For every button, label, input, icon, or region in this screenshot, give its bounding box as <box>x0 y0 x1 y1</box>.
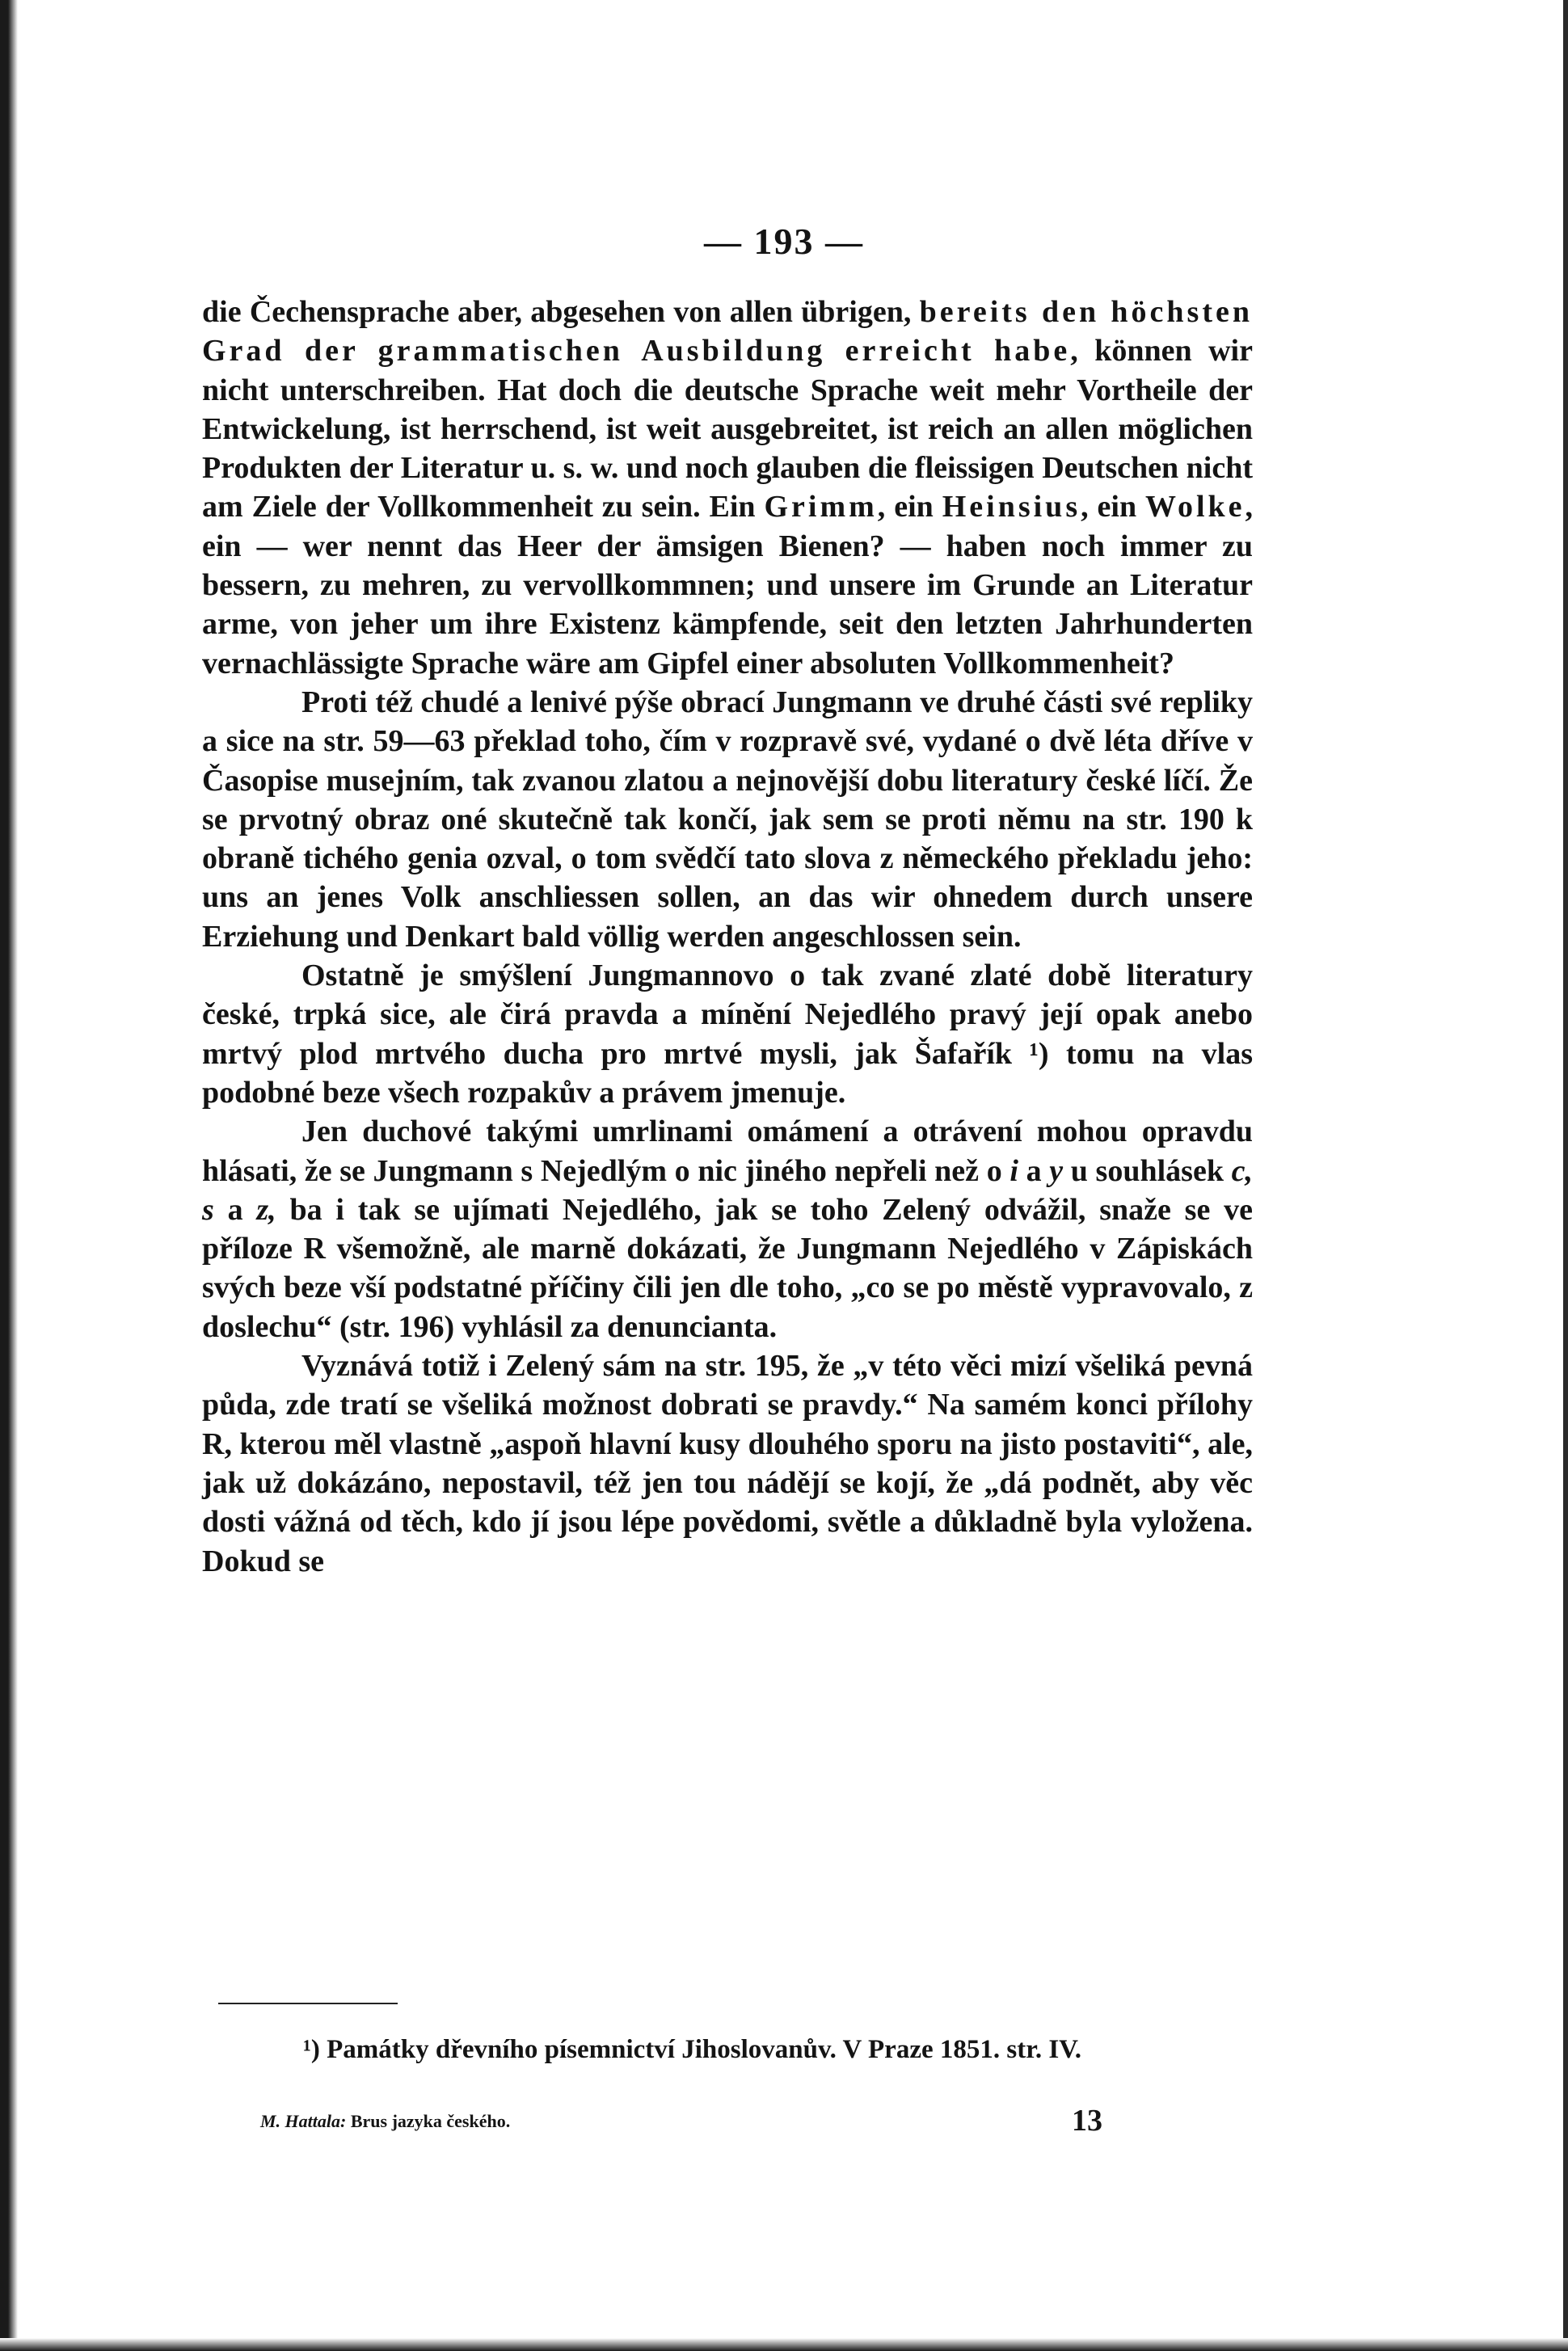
scan-right-edge <box>1563 0 1568 2351</box>
signature-mark: 13 <box>1072 2104 1102 2138</box>
text-run: z, <box>256 1192 276 1227</box>
paragraph <box>202 1112 1253 1346</box>
scan-left-edge <box>0 0 24 2351</box>
paragraph <box>202 293 1253 683</box>
text-run: u souhlásek <box>1063 1153 1232 1188</box>
text-run: a <box>213 1192 257 1227</box>
text-run: i <box>1010 1153 1018 1188</box>
footnote-rule <box>218 2003 398 2004</box>
text-run: ba i tak se ujímati Nejedlého, jak se toho Zelený odvážil, snaže se ve příloze R všemožně, ale marně dokázati, že Jungmann Nejedlého v Zápiskách svých beze vší podstatné příčiny čili jen dle toho, „co se po městě vypravovalo, z doslechu“ (str. 196) vyhlásil za denuncianta. <box>202 1192 1253 1344</box>
paragraph <box>202 956 1253 1112</box>
page-number: — 193 — <box>704 221 864 262</box>
text-run: Vyznává totiž i Zelený sám na str. 195, že „v této věci mizí všeliká pevná půda, zde tratí se všeliká možnost dobrati se pravdy.“ Na samém konci přílohy R, kterou měl vlastně „aspoň hlavní kusy dlouhého sporu na jisto postaviti“, ale, jak už dokázáno, nepostavil, též jen tou nádějí se kojí, že „dá podnět, aby věc dosti vážná od těch, kdo jí jsou lépe povědomi, světle a důkladně byla vyložena. Dokud se <box>202 1349 1253 1578</box>
paragraph <box>202 1346 1253 1581</box>
text-run: y <box>1049 1153 1064 1188</box>
text-run: Wolke <box>1145 490 1246 525</box>
text-run: Jen duchové takými umrlinami omámení a otrávení mohou opravdu hlásati, že se Jungmann s Nejedlým o nic jiného nepřeli než o <box>202 1114 1253 1188</box>
text-run: c, s <box>202 1153 1253 1227</box>
body-text <box>202 293 1253 1581</box>
text-run: , ein <box>1081 490 1146 525</box>
scan-bottom-edge <box>0 2338 1568 2351</box>
text-run: die Čechensprache aber, abgesehen von allen übrigen, <box>202 295 920 329</box>
text-run: Grimm <box>764 490 878 525</box>
text-run: Proti též chudé a lenivé pýše obrací Jungmann ve druhé části své repliky a sice na str. 59—63 překlad toho, čím v rozpravě své, vydané o dvě léta dříve v Časopise musejním, tak zvanou zlatou a nejnovější dobu literatury české líčí. Že se prvotný obraz oné skutečně tak končí, jak sem se proti němu na str. 190 k obraně tichého genia ozval, o tom svědčí tato slova z německého překladu jeho: uns an jenes Volk anschliessen sollen, an das wir ohnedem durch unsere Erziehung und Denkart bald völlig werden angeschlossen sein. <box>202 685 1253 954</box>
imprint-title: Brus jazyka českého. <box>350 2111 511 2131</box>
text-run: , ein <box>877 490 942 525</box>
footnote <box>202 2032 1253 2067</box>
footnote-text: ¹) Památky dřevního písemnictví Jihoslovanův. V Praze 1851. str. IV. <box>303 2035 1081 2064</box>
text-run: , ein — wer nennt das Heer der ämsigen Bienen? — haben noch immer zu bessern, zu mehren, zu vervollkommnen; und unsere im Grunde an Literatur arme, von jeher um ihre Existenz kämpfende, seit den letzten Jahrhunderten vernachlässigte Sprache wäre am Gipfel einer absoluten Vollkommenheit? <box>202 490 1254 680</box>
printer-imprint <box>260 2111 510 2132</box>
text-run: bereits den höchsten Grad der grammatischen Ausbildung erreicht habe <box>202 295 1253 369</box>
imprint-author: M. Hattala: <box>260 2111 347 2131</box>
text-run: a <box>1018 1153 1050 1188</box>
paragraph <box>202 683 1253 956</box>
text-run: Heinsius <box>942 490 1081 525</box>
text-run: Ostatně je smýšlení Jungmannovo o tak zvané zlaté době literatury české, trpká sice, ale čirá pravda a mínění Nejedlého pravý její opak anebo mrtvý plod mrtvého ducha pro mrtvé mysli, jak Šafařík ¹) tomu na vlas podobné beze všech rozpakův a právem jmenuje. <box>202 959 1253 1110</box>
text-run: , können wir nicht unterschreiben. Hat doch die deutsche Sprache weit mehr Vortheile der Entwickelung, ist herrschend, ist weit ausgebreitet, ist reich an allen möglichen Produkten der Literatur u. s. w. und noch glauben die fleissigen Deutschen nicht am Ziele der Vollkommenheit zu sein. Ein <box>202 334 1253 525</box>
